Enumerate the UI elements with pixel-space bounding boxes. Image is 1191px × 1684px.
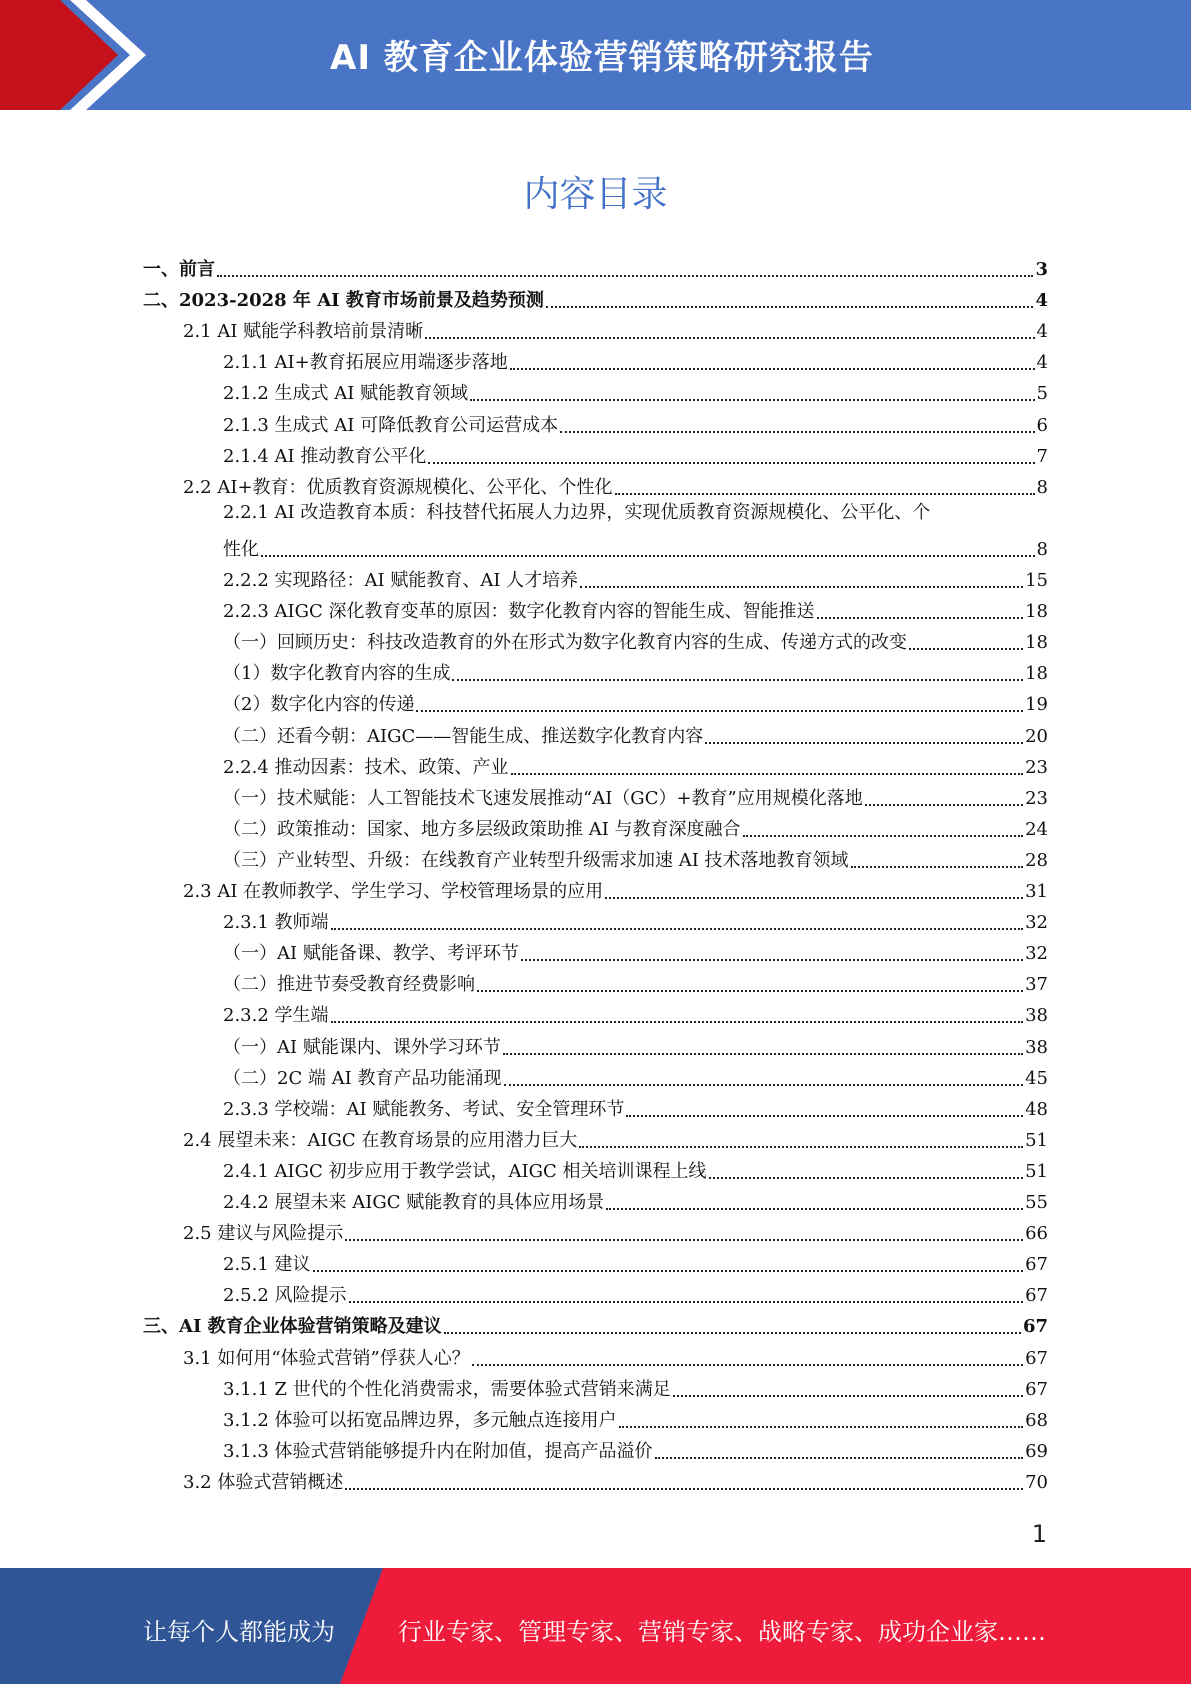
toc-entry[interactable]: [223, 377, 1048, 405]
toc-entry[interactable]: [183, 1124, 1048, 1152]
dot-leader: [313, 1269, 1024, 1272]
report-title: AI 教育企业体验营销策略研究报告: [330, 38, 874, 78]
toc-page-number: 5: [1036, 383, 1048, 405]
page-number: 1: [1031, 1520, 1047, 1548]
dot-leader: [865, 803, 1023, 806]
toc-entry-label: 3.1.3 体验式营销能够提升内在附加值，提高产品溢价: [223, 1440, 653, 1462]
toc-page-number: 4: [1036, 321, 1048, 343]
toc-entry[interactable]: [223, 813, 1048, 841]
toc-entry-label: （二）推进节奏受教育经费影响: [223, 974, 475, 996]
toc-entry-label: 3.1 如何用“体验式营销”俘获人心？: [183, 1347, 470, 1369]
toc-entry[interactable]: [143, 284, 1048, 312]
dot-leader: [615, 492, 1035, 495]
toc-heading: 内容目录: [523, 174, 668, 215]
toc-entry[interactable]: [223, 1031, 1048, 1059]
toc-page-number: 51: [1025, 1160, 1048, 1182]
dot-leader: [345, 1238, 1023, 1241]
toc-page-number: 24: [1025, 818, 1048, 840]
toc-page-number: 37: [1025, 974, 1048, 996]
toc-entry-label: 2.4.2 展望未来 AIGC 赋能教育的具体应用场景: [223, 1192, 605, 1213]
toc-entry[interactable]: [183, 471, 1048, 499]
toc-page-number: 67: [1025, 1254, 1048, 1276]
toc-entry-label: 2.1.4 AI 推动教育公平化: [223, 445, 427, 467]
toc-entry[interactable]: [223, 999, 1048, 1027]
dot-leader: [626, 1114, 1023, 1117]
toc-entry-label: 2.5.2 风险提示: [223, 1285, 347, 1307]
toc-entry-label: 三、AI 教育企业体验营销策略及建议: [143, 1316, 442, 1338]
toc-entry[interactable]: [183, 1342, 1048, 1370]
toc-entry-label: （1）数字化教育内容的生成: [223, 663, 451, 685]
toc-entry[interactable]: [223, 409, 1048, 437]
dot-leader: [510, 367, 1035, 370]
toc-entry-continuation[interactable]: [223, 533, 1048, 561]
toc-entry-label: （一）技术赋能：人工智能技术飞速发展推动“AI（GC）+教育”应用规模化落地: [223, 787, 863, 809]
toc-entry-label-continued: 性化: [223, 538, 259, 560]
toc-page-number: 19: [1025, 694, 1048, 716]
toc-entry[interactable]: [223, 1186, 1048, 1214]
toc-entry-label: 2.2.2 实现路径：AI 赋能教育、AI 人才培养: [223, 570, 579, 591]
toc-entry-label: 3.1.1 Z 世代的个性化消费需求，需要体验式营销来满足: [223, 1378, 671, 1400]
toc-entry[interactable]: [183, 1217, 1048, 1245]
dot-leader: [546, 305, 1034, 308]
toc-page-number: 23: [1025, 787, 1048, 809]
toc-page-number: 67: [1025, 1347, 1048, 1369]
dot-leader: [521, 958, 1023, 961]
toc-entry-label: 二、2023-2028 年 AI 教育市场前景及趋势预测: [143, 290, 544, 312]
footer-slogan-right: 行业专家、管理专家、营销专家、战略专家、成功企业家……: [398, 1618, 1046, 1646]
toc-page-number: 4: [1036, 352, 1048, 374]
dot-leader: [580, 585, 1023, 588]
dot-leader: [619, 1425, 1024, 1428]
toc-entry[interactable]: [223, 1062, 1048, 1090]
dot-leader: [472, 1363, 1023, 1366]
dot-leader: [331, 927, 1024, 930]
toc-entry[interactable]: [223, 564, 1048, 592]
toc-page-number: 55: [1025, 1192, 1048, 1213]
toc-entry-label: 2.2.1 AI 改造教育本质：科技替代拓展人力边界，实现优质教育资源规模化、公平化、个: [223, 501, 931, 523]
toc-entry[interactable]: [223, 657, 1048, 685]
toc-entry[interactable]: [183, 315, 1048, 343]
toc-entry-label: （一）回顾历史：科技改造教育的外在形式为数字化教育内容的生成、传递方式的改变: [223, 632, 907, 654]
toc-entry[interactable]: [223, 1404, 1048, 1432]
dot-leader: [261, 554, 1035, 557]
page-header: [0, 0, 1191, 110]
dot-leader: [425, 336, 1034, 339]
toc-page-number: 66: [1025, 1223, 1048, 1245]
toc-entry-label: 2.2 AI+教育：优质教育资源规模化、公平化、个性化: [183, 476, 613, 498]
header-arrow-decoration: [0, 0, 150, 110]
dot-leader: [503, 1052, 1023, 1055]
toc-entry[interactable]: [183, 875, 1048, 903]
toc-page-number: 48: [1025, 1098, 1048, 1120]
toc-page-number: 67: [1025, 1285, 1048, 1307]
toc-entry[interactable]: [183, 1466, 1048, 1494]
toc-entry[interactable]: [223, 688, 1048, 716]
toc-page-number: 32: [1025, 912, 1048, 934]
dot-leader: [511, 772, 1024, 775]
toc-entry-label: （三）产业转型、升级：在线教育产业转型升级需求加速 AI 技术落地教育领域: [223, 849, 849, 871]
toc-entry-label: 2.1 AI 赋能学科教培前景清晰: [183, 321, 424, 343]
toc-entry-label: 2.1.1 AI+教育拓展应用端逐步落地: [223, 352, 508, 374]
toc-page-number: 18: [1025, 632, 1048, 654]
toc-entry[interactable]: [223, 906, 1048, 934]
dot-leader: [428, 461, 1034, 464]
toc-page-number: 45: [1025, 1067, 1048, 1089]
toc-entry-label: （2）数字化内容的传递: [223, 694, 415, 716]
toc-page-number: 67: [1022, 1316, 1048, 1338]
toc-entry[interactable]: [223, 502, 1048, 530]
dot-leader: [606, 1207, 1023, 1210]
footer-slogan-left: 让每个人都能成为: [143, 1618, 335, 1646]
dot-leader: [452, 678, 1023, 681]
toc-entry-label: 一、前言: [143, 259, 215, 280]
toc-entry-label: 2.1.2 生成式 AI 赋能教育领域: [223, 383, 469, 405]
toc-page-number: 4: [1035, 290, 1048, 312]
toc-entry-label: 2.3.3 学校端：AI 赋能教务、考试、安全管理环节: [223, 1098, 625, 1120]
toc-entry-label: 2.1.3 生成式 AI 可降低教育公司运营成本: [223, 414, 559, 436]
dot-leader: [477, 989, 1023, 992]
toc-page-number: 28: [1025, 849, 1048, 871]
toc-entry[interactable]: [223, 440, 1048, 468]
toc-page-number: 15: [1025, 570, 1048, 591]
toc-entry[interactable]: [223, 968, 1048, 996]
toc-entry-label: 2.2.3 AIGC 深化教育变革的原因：数字化教育内容的智能生成、智能推送: [223, 601, 815, 623]
toc-page-number: 67: [1025, 1378, 1048, 1400]
toc-entry-label: 2.3.1 教师端: [223, 912, 329, 934]
page-footer: [0, 1568, 1191, 1684]
dot-leader: [851, 865, 1024, 868]
toc-page-number: 3: [1035, 259, 1048, 280]
toc-page-number: 68: [1025, 1409, 1048, 1431]
toc-entry[interactable]: [223, 1248, 1048, 1276]
toc-entry-label: 2.4.1 AIGC 初步应用于教学尝试，AIGC 相关培训课程上线: [223, 1160, 707, 1182]
toc-page-number: 8: [1036, 476, 1048, 498]
dot-leader: [709, 1176, 1024, 1179]
toc-entry[interactable]: [143, 253, 1048, 281]
toc-entry-label: 3.1.2 体验可以拓宽品牌边界，多元触点连接用户: [223, 1409, 617, 1431]
toc-page-number: 18: [1025, 601, 1048, 623]
dot-leader: [817, 616, 1024, 619]
dot-leader: [217, 274, 1033, 277]
toc-entry-label: 2.4 展望未来：AIGC 在教育场景的应用潜力巨大: [183, 1129, 578, 1151]
toc-entry-label: （二）2C 端 AI 教育产品功能涌现: [223, 1067, 502, 1089]
dot-leader: [470, 398, 1034, 401]
toc-page-number: 69: [1025, 1440, 1048, 1462]
toc-entry[interactable]: [223, 595, 1048, 623]
dot-leader: [655, 1456, 1024, 1459]
dot-leader: [331, 1020, 1024, 1023]
dot-leader: [743, 834, 1024, 837]
dot-leader: [345, 1487, 1023, 1490]
dot-leader: [909, 647, 1023, 650]
toc-page-number: 7: [1036, 445, 1048, 467]
dot-leader: [579, 1145, 1023, 1148]
toc-entry-label: （一）AI 赋能备课、教学、考评环节: [223, 943, 519, 965]
toc-entry[interactable]: [143, 1310, 1048, 1338]
toc-page-number: 38: [1025, 1005, 1048, 1027]
dot-leader: [504, 1083, 1024, 1086]
toc-entry-label: 3.2 体验式营销概述: [183, 1471, 344, 1493]
toc-page-number: 31: [1025, 881, 1048, 902]
dot-leader: [444, 1331, 1021, 1334]
toc-entry-label: （二）政策推动：国家、地方多层级政策助推 AI 与教育深度融合: [223, 818, 741, 840]
toc-entry[interactable]: [223, 751, 1048, 779]
dot-leader: [560, 430, 1034, 433]
toc-entry[interactable]: [223, 1373, 1048, 1401]
dot-leader: [349, 1300, 1024, 1303]
toc-entry-label: 2.3.2 学生端: [223, 1005, 329, 1027]
toc-entry[interactable]: [223, 937, 1048, 965]
toc-entry-label: 2.5.1 建议: [223, 1254, 311, 1276]
toc-page-number: 23: [1025, 756, 1048, 778]
toc-entry-label: （二）还看今朝：AIGC——智能生成、推送数字化教育内容: [223, 725, 704, 747]
toc-page-number: 18: [1025, 663, 1048, 685]
toc-entry-label: （一）AI 赋能课内、课外学习环节: [223, 1036, 501, 1058]
toc-entry[interactable]: [223, 1279, 1048, 1307]
toc-entry[interactable]: [223, 626, 1048, 654]
toc-entry-label: 2.3 AI 在教师教学、学生学习、学校管理场景的应用: [183, 881, 604, 902]
toc-entry[interactable]: [223, 346, 1048, 374]
toc-page-number: 32: [1025, 943, 1048, 965]
toc-page-number: 51: [1025, 1129, 1048, 1151]
dot-leader: [705, 741, 1023, 744]
dot-leader: [673, 1394, 1023, 1397]
toc-page-number: 20: [1025, 725, 1048, 747]
toc-entry[interactable]: [223, 720, 1048, 748]
toc-entry[interactable]: [223, 1155, 1048, 1183]
toc-entry-label: 2.5 建议与风险提示: [183, 1223, 344, 1245]
toc-entry-label: 2.2.4 推动因素：技术、政策、产业: [223, 756, 509, 778]
toc-page-number: 6: [1036, 414, 1048, 436]
toc-entry[interactable]: [223, 1093, 1048, 1121]
toc-entry[interactable]: [223, 782, 1048, 810]
dot-leader: [605, 896, 1023, 899]
toc-page-number: 38: [1025, 1036, 1048, 1058]
toc-entry[interactable]: [223, 1435, 1048, 1463]
toc-page-number: 8: [1036, 538, 1048, 560]
dot-leader: [416, 709, 1023, 712]
toc-entry[interactable]: [223, 844, 1048, 872]
toc-page-number: 70: [1025, 1471, 1048, 1493]
